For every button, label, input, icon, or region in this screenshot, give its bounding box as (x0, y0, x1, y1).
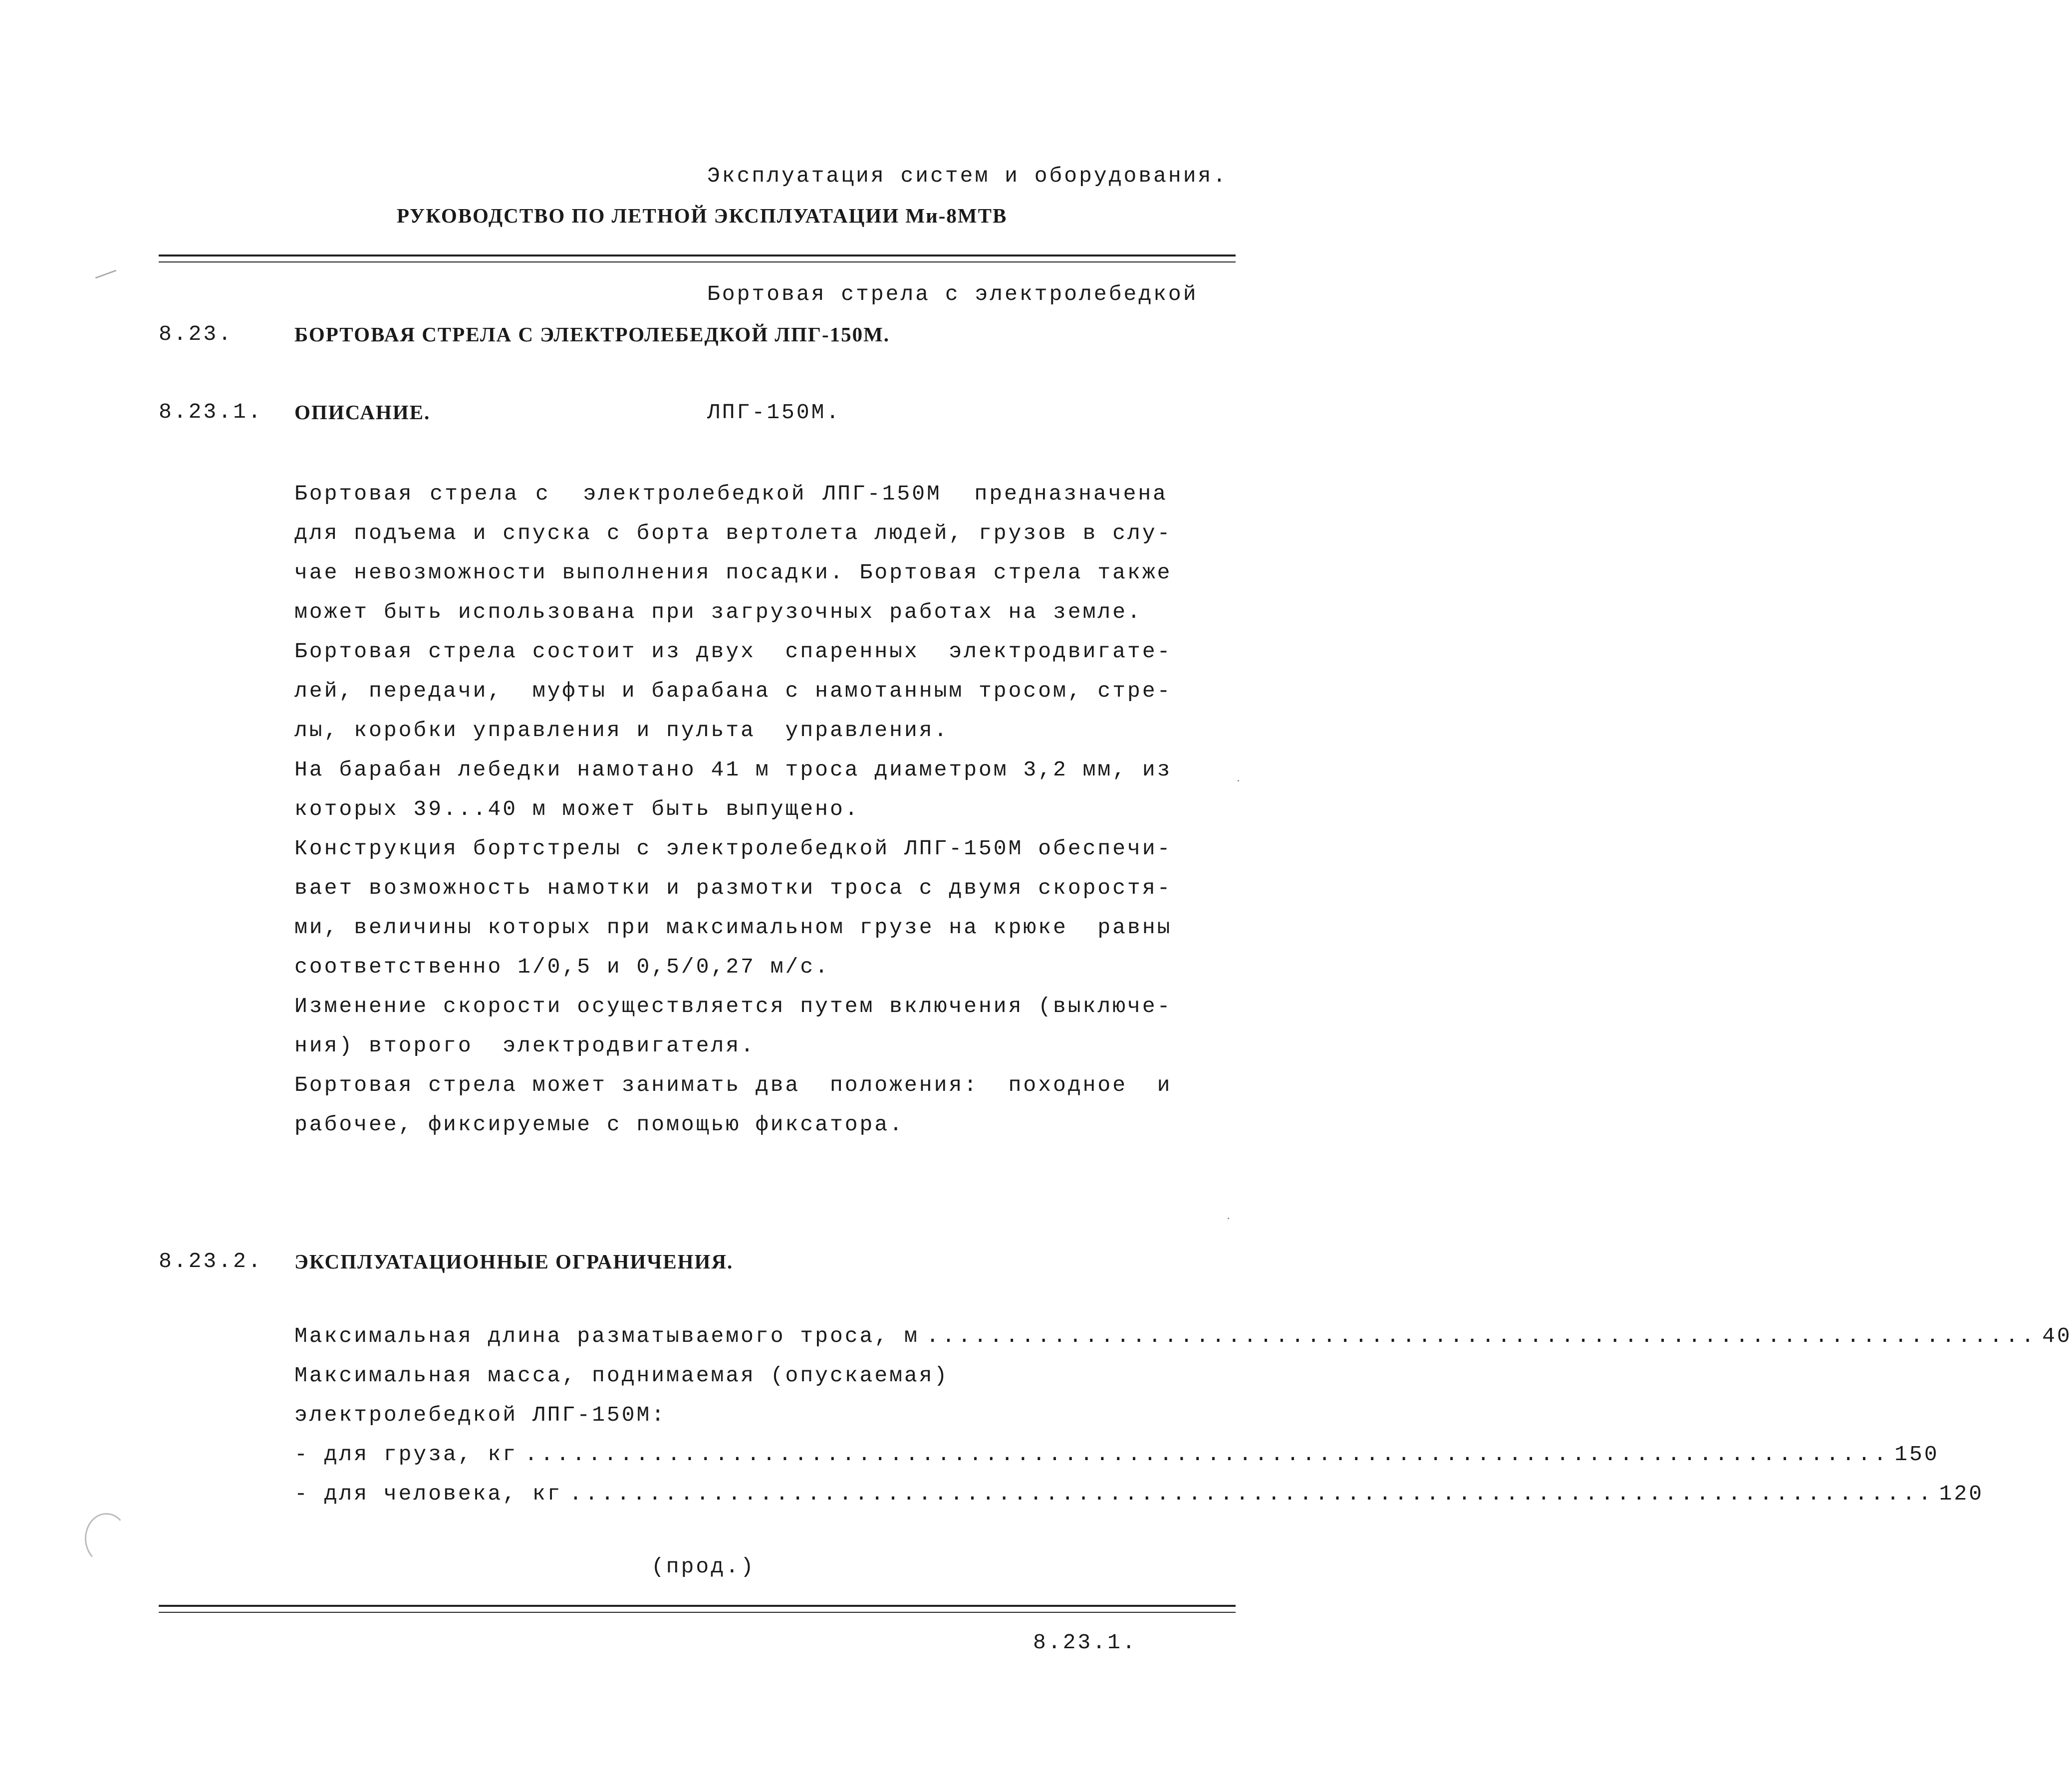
mass-line-1: Максимальная масса, поднимаемая (опускаемая) (294, 1363, 949, 1388)
description-line: вает возможность намотки и размотки троса с двумя скоростя- (294, 876, 1172, 900)
punch-hole-mark (85, 1513, 128, 1564)
section-number: 8.23. (159, 322, 234, 346)
continued-note: (прод.) (651, 1554, 756, 1579)
description-line: Бортовая стрела может занимать два положения: походное и (294, 1073, 1172, 1097)
chapter-line-1: Эксплуатация систем и оборудования. (707, 164, 1228, 188)
leader-dots: ...................................................................................... (524, 1442, 1890, 1467)
description-line: На барабан лебедки намотано 41 м троса диаметром 3,2 мм, из (294, 758, 1172, 782)
description-line: Бортовая стрела состоит из двух спаренных электродвигате- (294, 639, 1172, 664)
spec-value: 150 (1894, 1442, 1939, 1467)
mass-line-2: электролебедкой ЛПГ-150М: (294, 1403, 667, 1427)
description-line: чае невозможности выполнения посадки. Бортовая стрела также (294, 560, 1172, 585)
description-line: ния) второго электродвигателя. (294, 1033, 756, 1058)
description-line: Конструкция бортстрелы с электролебедкой ЛПГ-150М обеспечи- (294, 836, 1172, 861)
description-line: ми, величины которых при максимальном грузе на крюке равны (294, 915, 1172, 940)
page-number: 8.23.1. (1033, 1630, 1137, 1655)
description-line: лей, передачи, муфты и барабана с намотанным тросом, стре- (294, 679, 1172, 703)
description-line: рабочее, фиксируемые с помощью фиксатора. (294, 1112, 904, 1137)
description-number: 8.23.1. (159, 400, 263, 424)
section-title: БОРТОВАЯ СТРЕЛА С ЭЛЕКТРОЛЕБЕДКОЙ ЛПГ-150М. (294, 323, 890, 346)
spec-value: 40 (2042, 1324, 2072, 1348)
description-line: соответственно 1/0,5 и 0,5/0,27 м/с. (294, 955, 830, 979)
header-rule-thin (159, 261, 1236, 262)
description-line: Бортовая стрела с электролебедкой ЛПГ-150М предназначена (294, 482, 1168, 506)
scan-mark (1228, 1218, 1229, 1219)
scan-mark (1238, 780, 1239, 781)
description-line: для подъема и спуска с борта вертолета людей, грузов в слу- (294, 521, 1172, 545)
leader-dots: ...................................................................................... (569, 1482, 1934, 1506)
spec-label: - для груза, кг (294, 1442, 518, 1467)
limits-title: ЭКСПЛУАТАЦИОННЫЕ ОГРАНИЧЕНИЯ. (294, 1250, 734, 1273)
limits-number: 8.23.2. (159, 1249, 263, 1273)
header-rule-thick (159, 254, 1236, 256)
limits-body (294, 1316, 2072, 1514)
spec-row-max-length (294, 1316, 2072, 1356)
chapter-line-3: ЛПГ-150М. (707, 400, 841, 425)
description-body (294, 474, 1172, 1144)
description-line: может быть использована при загрузочных работах на земле. (294, 600, 1142, 624)
spec-label: Максимальная длина разматываемого троса, м (294, 1324, 919, 1348)
description-line: лы, коробки управления и пульта управления. (294, 718, 949, 743)
spec-row-cargo (294, 1435, 1939, 1474)
chapter-heading (707, 77, 1228, 472)
footer-rule-thin (159, 1612, 1236, 1613)
scan-mark (95, 270, 116, 279)
spec-label: - для человека, кг (294, 1482, 562, 1506)
spec-value: 120 (1939, 1482, 1984, 1506)
footer-rule-thick (159, 1605, 1236, 1607)
leader-dots: ...................................................................... (926, 1324, 2038, 1348)
description-line: Изменение скорости осуществляется путем включения (выключе- (294, 994, 1172, 1018)
manual-title: РУКОВОДСТВО ПО ЛЕТНОЙ ЭКСПЛУАТАЦИИ Ми-8МТВ (397, 204, 1008, 227)
description-line: которых 39...40 м может быть выпущено. (294, 797, 860, 821)
chapter-line-2: Бортовая стрела с электролебедкой (707, 282, 1198, 306)
spec-row-person (294, 1474, 1984, 1514)
description-title: ОПИСАНИЕ. (294, 401, 431, 424)
